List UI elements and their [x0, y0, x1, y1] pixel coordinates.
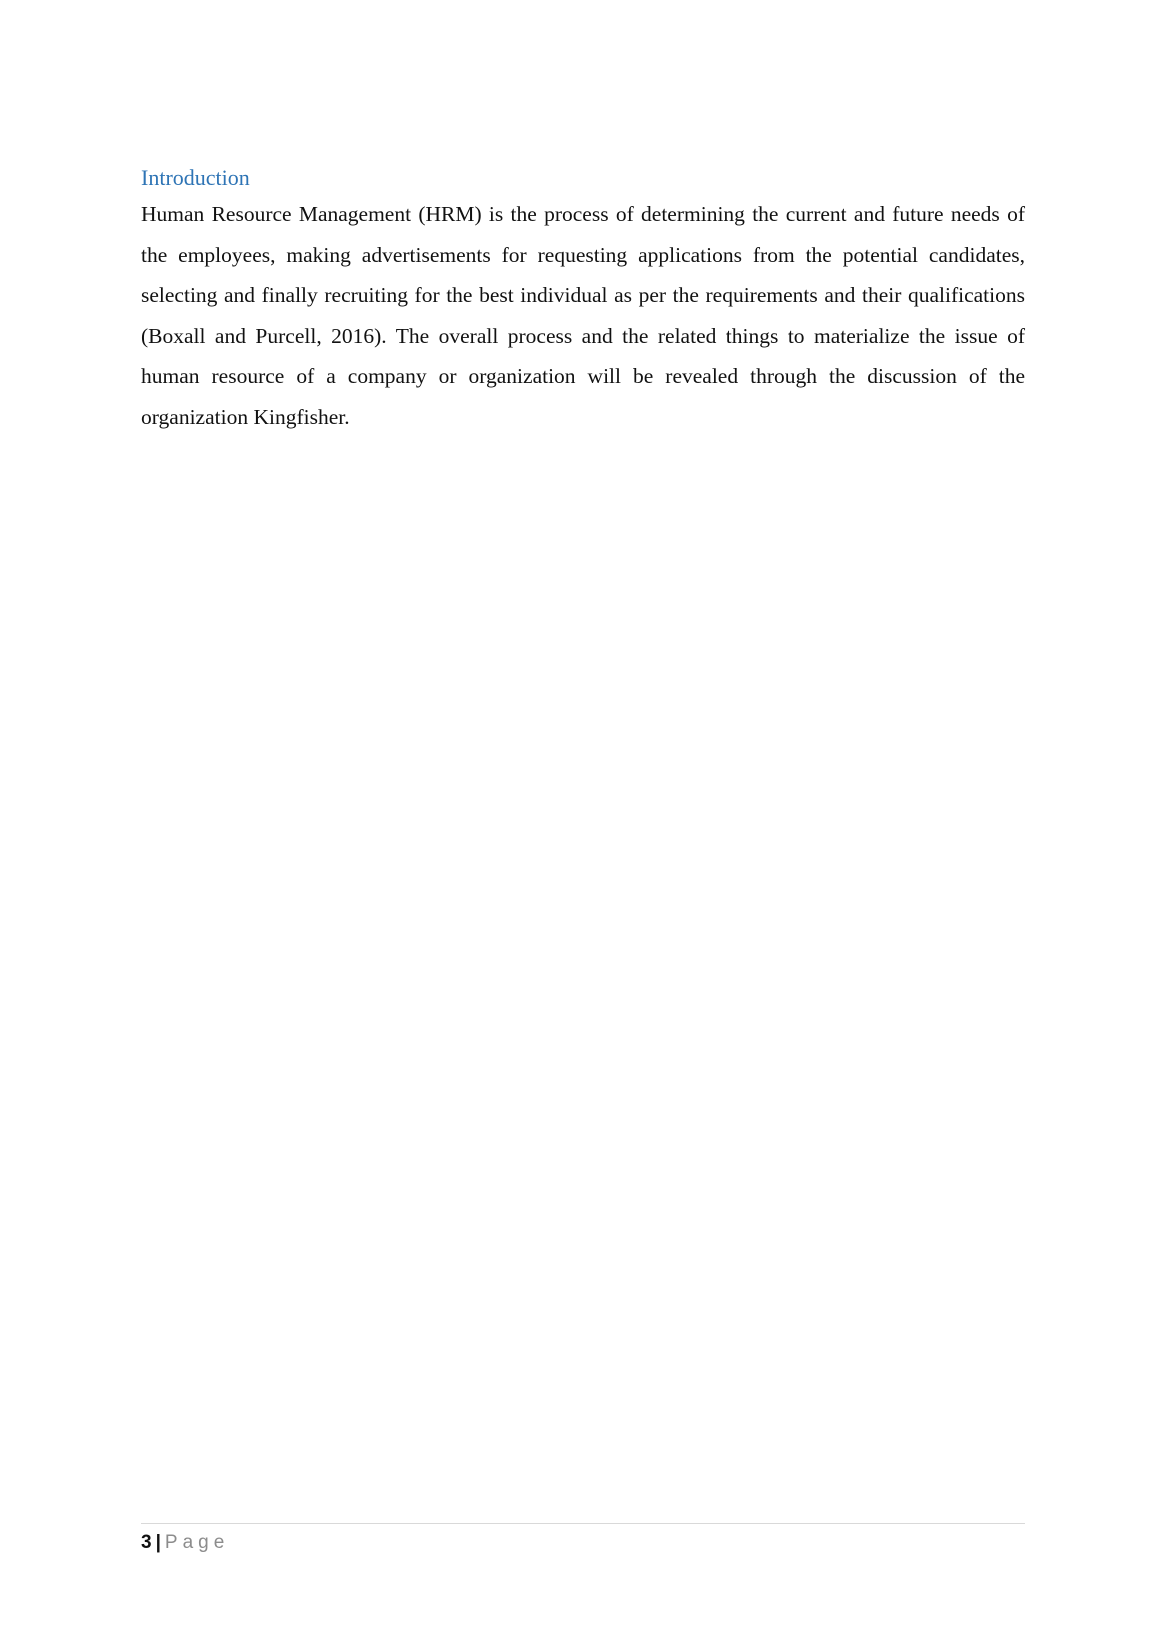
intro-paragraph: Human Resource Management (HRM) is the process of determining the current and future needs of the employees, making advertisements for requesting applications from the potential candidates, selecting and finally recruiting for the best individual as per the requirements and their qualifications (Boxall and Purcell, 2016). The overall process and the related things to materialize the issue of human resource of a company or organization will be revealed through the discussion of the organization Kingfisher. [141, 202, 1025, 429]
footer-separator: | [155, 1532, 161, 1553]
page-label: Page [164, 1532, 230, 1553]
section-heading: Introduction [141, 165, 250, 190]
page-footer [141, 1523, 1025, 1558]
page-number: 3 [141, 1532, 152, 1553]
page-content [141, 162, 1025, 437]
